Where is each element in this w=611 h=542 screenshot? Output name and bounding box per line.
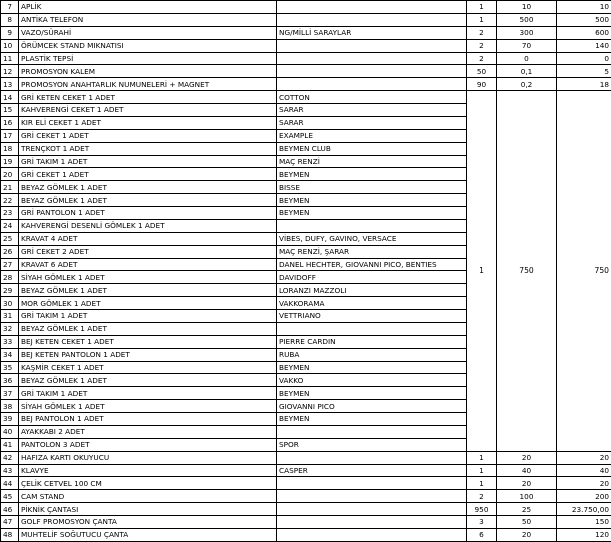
item-description: BEYAZ GÖMLEK 1 ADET (19, 374, 277, 387)
row-number: 42 (1, 451, 19, 464)
row-number: 38 (1, 400, 19, 413)
row-number: 20 (1, 168, 19, 181)
table-row (1, 39, 611, 52)
brand-name: NG/MİLLİ SARAYLAR (277, 26, 467, 39)
row-number: 21 (1, 181, 19, 194)
total-price: 23.750,00 (557, 503, 611, 516)
row-number: 11 (1, 52, 19, 65)
row-number: 29 (1, 284, 19, 297)
item-description: GRİ CEKET 2 ADET (19, 245, 277, 258)
table-row (1, 490, 611, 503)
brand-name (277, 516, 467, 529)
table-row (1, 65, 611, 78)
unit-price: 25 (497, 503, 557, 516)
row-number: 45 (1, 490, 19, 503)
brand-name: VİBES, DUFY, GAVINO, VERSACE (277, 232, 467, 245)
total-price: 600 (557, 26, 611, 39)
quantity: 90 (467, 78, 497, 91)
total-price: 120 (557, 528, 611, 541)
unit-price: 10 (497, 1, 557, 14)
item-description: ÇELİK CETVEL 100 CM (19, 477, 277, 490)
brand-name: SPOR (277, 438, 467, 451)
brand-name: CASPER (277, 464, 467, 477)
brand-name: SARAR (277, 104, 467, 117)
item-description: SİYAH GÖMLEK 1 ADET (19, 400, 277, 413)
row-number: 12 (1, 65, 19, 78)
row-number: 15 (1, 104, 19, 117)
group-quantity: 1 (467, 91, 497, 452)
item-description: PROMOSYON ANAHTARLIK NUMUNELERİ + MAGNET (19, 78, 277, 91)
brand-name: VETTRIANO (277, 310, 467, 323)
brand-name (277, 528, 467, 541)
item-description: BEJ KETEN PANTOLON 1 ADET (19, 348, 277, 361)
brand-name (277, 477, 467, 490)
row-number: 23 (1, 207, 19, 220)
row-number: 39 (1, 413, 19, 426)
brand-name: EXAMPLE (277, 129, 467, 142)
unit-price: 20 (497, 451, 557, 464)
row-number: 26 (1, 245, 19, 258)
item-description: SİYAH GÖMLEK 1 ADET (19, 271, 277, 284)
item-description: GRİ CEKET 1 ADET (19, 129, 277, 142)
quantity: 2 (467, 26, 497, 39)
brand-name: BEYMEN (277, 413, 467, 426)
row-number: 41 (1, 438, 19, 451)
brand-name (277, 52, 467, 65)
brand-name: MAÇ RENZİ (277, 155, 467, 168)
total-price: 10 (557, 1, 611, 14)
table-row (1, 464, 611, 477)
brand-name (277, 78, 467, 91)
quantity: 2 (467, 52, 497, 65)
total-price: 150 (557, 516, 611, 529)
quantity: 1 (467, 464, 497, 477)
quantity: 1 (467, 451, 497, 464)
quantity: 2 (467, 39, 497, 52)
row-number: 22 (1, 194, 19, 207)
row-number: 33 (1, 335, 19, 348)
row-number: 35 (1, 361, 19, 374)
total-price: 140 (557, 39, 611, 52)
row-number: 14 (1, 91, 19, 104)
unit-price: 500 (497, 13, 557, 26)
item-description: KAHVERENGİ CEKET 1 ADET (19, 104, 277, 117)
table-row (1, 477, 611, 490)
row-number: 44 (1, 477, 19, 490)
row-number: 8 (1, 13, 19, 26)
brand-name: COTTON (277, 91, 467, 104)
brand-name (277, 65, 467, 78)
brand-name: DAVIDOFF (277, 271, 467, 284)
row-number: 16 (1, 116, 19, 129)
quantity: 6 (467, 528, 497, 541)
item-description: KRAVAT 6 ADET (19, 258, 277, 271)
total-price: 0 (557, 52, 611, 65)
unit-price: 40 (497, 464, 557, 477)
item-description: CAM STAND (19, 490, 277, 503)
item-description: MUHTELİF SOĞUTUCU ÇANTA (19, 528, 277, 541)
item-description: KRAVAT 4 ADET (19, 232, 277, 245)
unit-price: 50 (497, 516, 557, 529)
total-price: 5 (557, 65, 611, 78)
brand-name: GIOVANNI PICO (277, 400, 467, 413)
brand-name (277, 322, 467, 335)
row-number: 17 (1, 129, 19, 142)
item-description: ÖRÜMCEK STAND MIKNATISI (19, 39, 277, 52)
row-number: 47 (1, 516, 19, 529)
brand-name: MAÇ RENZİ, ŞARAR (277, 245, 467, 258)
item-description: BEYAZ GÖMLEK 1 ADET (19, 194, 277, 207)
total-price: 20 (557, 477, 611, 490)
brand-name: BEYMEN (277, 207, 467, 220)
unit-price: 0,1 (497, 65, 557, 78)
total-price: 200 (557, 490, 611, 503)
table-row (1, 1, 611, 14)
inventory-table-body (1, 1, 611, 542)
brand-name: LORANZI MAZZOLI (277, 284, 467, 297)
brand-name (277, 503, 467, 516)
item-description: GRİ TAKIM 1 ADET (19, 387, 277, 400)
table-row (1, 78, 611, 91)
brand-name (277, 1, 467, 14)
item-description: GRİ TAKIM 1 ADET (19, 310, 277, 323)
table-row (1, 503, 611, 516)
brand-name (277, 490, 467, 503)
row-number: 32 (1, 322, 19, 335)
row-number: 43 (1, 464, 19, 477)
brand-name: SARAR (277, 116, 467, 129)
quantity: 50 (467, 65, 497, 78)
item-description: BEYAZ GÖMLEK 1 ADET (19, 322, 277, 335)
brand-name (277, 13, 467, 26)
item-description: VAZO/SÜRAHİ (19, 26, 277, 39)
total-price: 500 (557, 13, 611, 26)
table-row (1, 528, 611, 541)
row-number: 36 (1, 374, 19, 387)
table-row (1, 26, 611, 39)
item-description: PLASTİK TEPSİ (19, 52, 277, 65)
item-description: GRİ PANTOLON 1 ADET (19, 207, 277, 220)
table-row (1, 52, 611, 65)
row-number: 7 (1, 1, 19, 14)
brand-name: VAKKO (277, 374, 467, 387)
item-description: KIR ELİ CEKET 1 ADET (19, 116, 277, 129)
quantity: 1 (467, 1, 497, 14)
item-description: GRİ KETEN CEKET 1 ADET (19, 91, 277, 104)
row-number: 27 (1, 258, 19, 271)
item-description: GRİ CEKET 1 ADET (19, 168, 277, 181)
row-number: 13 (1, 78, 19, 91)
item-description: PROMOSYON KALEM (19, 65, 277, 78)
item-description: AYAKKABI 2 ADET (19, 425, 277, 438)
unit-price: 20 (497, 528, 557, 541)
item-description: BEYAZ GÖMLEK 1 ADET (19, 284, 277, 297)
row-number: 31 (1, 310, 19, 323)
item-description: ANTİKA TELEFON (19, 13, 277, 26)
unit-price: 70 (497, 39, 557, 52)
item-description: KAŞMİR CEKET 1 ADET (19, 361, 277, 374)
row-number: 30 (1, 297, 19, 310)
quantity: 2 (467, 490, 497, 503)
item-description: TRENÇKOT 1 ADET (19, 142, 277, 155)
brand-name: BISSE (277, 181, 467, 194)
item-description: BEYAZ GÖMLEK 1 ADET (19, 181, 277, 194)
item-description: GOLF PROMOSYON ÇANTA (19, 516, 277, 529)
row-number: 37 (1, 387, 19, 400)
item-description: BEJ PANTOLON 1 ADET (19, 413, 277, 426)
row-number: 34 (1, 348, 19, 361)
table-row (1, 13, 611, 26)
unit-price: 0 (497, 52, 557, 65)
unit-price: 100 (497, 490, 557, 503)
item-description: BEJ KETEN CEKET 1 ADET (19, 335, 277, 348)
brand-name: VAKKORAMA (277, 297, 467, 310)
quantity: 950 (467, 503, 497, 516)
item-description: KAHVERENGİ DESENLİ GÖMLEK 1 ADET (19, 219, 277, 232)
row-number: 40 (1, 425, 19, 438)
unit-price: 300 (497, 26, 557, 39)
row-number: 24 (1, 219, 19, 232)
brand-name: BEYMEN (277, 194, 467, 207)
table-row (1, 516, 611, 529)
brand-name (277, 451, 467, 464)
total-price: 18 (557, 78, 611, 91)
row-number: 28 (1, 271, 19, 284)
brand-name: BEYMEN (277, 168, 467, 181)
total-price: 20 (557, 451, 611, 464)
quantity: 3 (467, 516, 497, 529)
item-description: HAFIZA KARTI OKUYUCU (19, 451, 277, 464)
row-number: 48 (1, 528, 19, 541)
item-description: GRİ TAKIM 1 ADET (19, 155, 277, 168)
table-row (1, 91, 611, 104)
brand-name: DANEL HECHTER, GIOVANNI PICO, BENTIES (277, 258, 467, 271)
item-description: PİKNİK ÇANTASI (19, 503, 277, 516)
group-unit-price: 750 (497, 91, 557, 452)
item-description: MOR GÖMLEK 1 ADET (19, 297, 277, 310)
unit-price: 20 (497, 477, 557, 490)
brand-name: BEYMEN (277, 387, 467, 400)
brand-name: PIERRE CARDIN (277, 335, 467, 348)
table-row (1, 451, 611, 464)
total-price: 40 (557, 464, 611, 477)
item-description: PANTOLON 3 ADET (19, 438, 277, 451)
brand-name (277, 425, 467, 438)
quantity: 1 (467, 477, 497, 490)
row-number: 19 (1, 155, 19, 168)
row-number: 46 (1, 503, 19, 516)
quantity: 1 (467, 13, 497, 26)
brand-name: BEYMEN (277, 361, 467, 374)
item-description: APLİK (19, 1, 277, 14)
row-number: 10 (1, 39, 19, 52)
group-total-price: 750 (557, 91, 611, 452)
brand-name: BEYMEN CLUB (277, 142, 467, 155)
row-number: 25 (1, 232, 19, 245)
brand-name (277, 39, 467, 52)
item-description: KLAVYE (19, 464, 277, 477)
row-number: 18 (1, 142, 19, 155)
brand-name: RUBA (277, 348, 467, 361)
row-number: 9 (1, 26, 19, 39)
brand-name (277, 219, 467, 232)
unit-price: 0,2 (497, 78, 557, 91)
